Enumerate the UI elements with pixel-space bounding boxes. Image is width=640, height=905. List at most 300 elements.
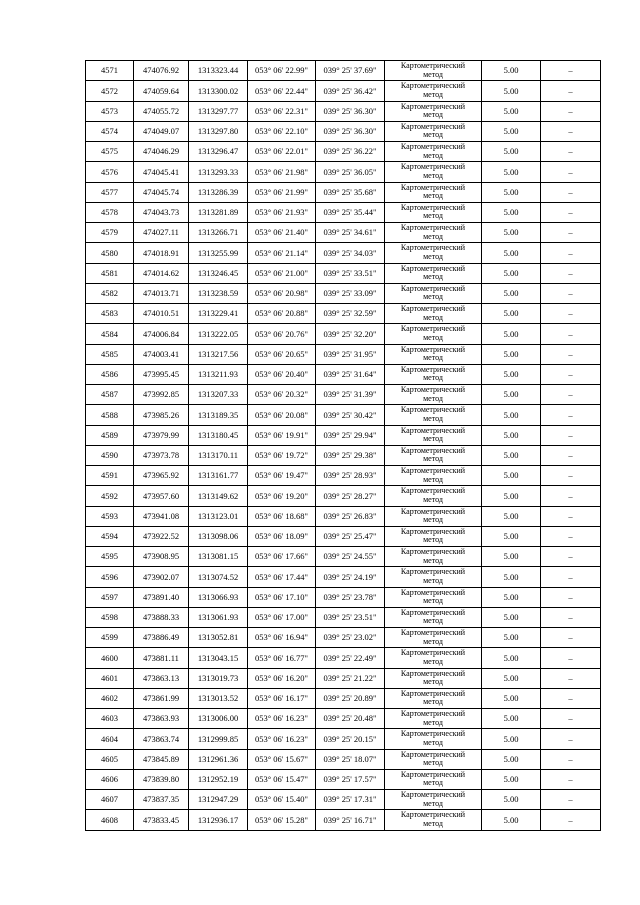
latitude-cell: 053° 06' 16.17" [248, 688, 316, 708]
latitude-cell: 053° 06' 21.00" [248, 263, 316, 283]
y-coordinate-cell: 1312999.85 [189, 729, 248, 749]
x-coordinate-cell: 474027.11 [134, 223, 189, 243]
table-row [86, 769, 601, 789]
method-label: Картометрический [400, 709, 466, 719]
y-coordinate-cell: 1313281.89 [189, 202, 248, 222]
longitude-cell: 039° 25' 35.44" [316, 202, 385, 222]
method-label: Картометрический [400, 101, 466, 111]
method-cell [385, 243, 482, 263]
x-coordinate-cell: 473861.99 [134, 688, 189, 708]
method-label: метод [423, 312, 443, 322]
y-coordinate-cell: 1313222.05 [189, 324, 248, 344]
method-label: Картометрический [400, 81, 466, 91]
y-coordinate-cell: 1313296.47 [189, 142, 248, 162]
table-row [86, 344, 601, 364]
note-cell: – [541, 324, 601, 344]
table-row [86, 142, 601, 162]
latitude-cell: 053° 06' 21.14" [248, 243, 316, 263]
point-number-cell: 4581 [86, 263, 134, 283]
method-label: Картометрический [400, 304, 466, 314]
note-cell: – [541, 344, 601, 364]
accuracy-cell: 5.00 [482, 769, 541, 789]
x-coordinate-cell: 473992.85 [134, 385, 189, 405]
point-number-cell: 4600 [86, 648, 134, 668]
accuracy-cell: 5.00 [482, 628, 541, 648]
longitude-cell: 039° 25' 29.94" [316, 425, 385, 445]
longitude-cell: 039° 25' 36.30" [316, 101, 385, 121]
accuracy-cell: 5.00 [482, 243, 541, 263]
point-number-cell: 4597 [86, 587, 134, 607]
method-cell [385, 81, 482, 101]
y-coordinate-cell: 1313123.01 [189, 506, 248, 526]
accuracy-cell: 5.00 [482, 749, 541, 769]
latitude-cell: 053° 06' 15.47" [248, 769, 316, 789]
point-number-cell: 4586 [86, 364, 134, 384]
longitude-cell: 039° 25' 16.71" [316, 810, 385, 830]
table-row [86, 486, 601, 506]
table-body [86, 61, 601, 831]
table-row [86, 668, 601, 688]
longitude-cell: 039° 25' 36.42" [316, 81, 385, 101]
point-number-cell: 4590 [86, 445, 134, 465]
y-coordinate-cell: 1313297.77 [189, 101, 248, 121]
method-label: Картометрический [400, 587, 466, 597]
latitude-cell: 053° 06' 19.47" [248, 466, 316, 486]
point-number-cell: 4575 [86, 142, 134, 162]
latitude-cell: 053° 06' 15.40" [248, 790, 316, 810]
method-cell [385, 223, 482, 243]
point-number-cell: 4592 [86, 486, 134, 506]
method-label: метод [423, 656, 443, 666]
note-cell: – [541, 182, 601, 202]
accuracy-cell: 5.00 [482, 364, 541, 384]
latitude-cell: 053° 06' 22.10" [248, 121, 316, 141]
method-cell [385, 405, 482, 425]
method-label: метод [423, 272, 443, 282]
method-label: метод [423, 292, 443, 302]
method-label: Картометрический [400, 506, 466, 516]
point-number-cell: 4601 [86, 668, 134, 688]
x-coordinate-cell: 473863.13 [134, 668, 189, 688]
method-label: метод [423, 393, 443, 403]
table-row [86, 688, 601, 708]
accuracy-cell: 5.00 [482, 283, 541, 303]
method-label: метод [423, 798, 443, 808]
method-label: метод [423, 616, 443, 626]
point-number-cell: 4571 [86, 61, 134, 81]
note-cell: – [541, 283, 601, 303]
x-coordinate-cell: 474043.73 [134, 202, 189, 222]
method-cell [385, 648, 482, 668]
point-number-cell: 4574 [86, 121, 134, 141]
accuracy-cell: 5.00 [482, 81, 541, 101]
note-cell: – [541, 628, 601, 648]
accuracy-cell: 5.00 [482, 648, 541, 668]
method-cell [385, 182, 482, 202]
x-coordinate-cell: 474014.62 [134, 263, 189, 283]
y-coordinate-cell: 1313052.81 [189, 628, 248, 648]
y-coordinate-cell: 1313266.71 [189, 223, 248, 243]
longitude-cell: 039° 25' 25.47" [316, 526, 385, 546]
longitude-cell: 039° 25' 17.31" [316, 790, 385, 810]
method-label: метод [423, 110, 443, 120]
y-coordinate-cell: 1313149.62 [189, 486, 248, 506]
x-coordinate-cell: 473888.33 [134, 607, 189, 627]
method-label: Картометрический [400, 749, 466, 759]
latitude-cell: 053° 06' 20.08" [248, 405, 316, 425]
x-coordinate-cell: 473922.52 [134, 526, 189, 546]
table-row [86, 607, 601, 627]
method-cell [385, 466, 482, 486]
table-row [86, 749, 601, 769]
y-coordinate-cell: 1313297.80 [189, 121, 248, 141]
x-coordinate-cell: 473995.45 [134, 364, 189, 384]
longitude-cell: 039° 25' 24.55" [316, 547, 385, 567]
table-row [86, 445, 601, 465]
accuracy-cell: 5.00 [482, 304, 541, 324]
table-row [86, 304, 601, 324]
latitude-cell: 053° 06' 17.66" [248, 547, 316, 567]
latitude-cell: 053° 06' 21.40" [248, 223, 316, 243]
note-cell: – [541, 607, 601, 627]
method-cell [385, 567, 482, 587]
method-label: Картометрический [400, 243, 466, 253]
longitude-cell: 039° 25' 33.09" [316, 283, 385, 303]
method-label: метод [423, 231, 443, 241]
y-coordinate-cell: 1313006.00 [189, 709, 248, 729]
y-coordinate-cell: 1313066.93 [189, 587, 248, 607]
note-cell: – [541, 243, 601, 263]
method-label: метод [423, 332, 443, 342]
point-number-cell: 4604 [86, 729, 134, 749]
method-label: Картометрический [400, 810, 466, 820]
longitude-cell: 039° 25' 31.95" [316, 344, 385, 364]
y-coordinate-cell: 1313207.33 [189, 385, 248, 405]
longitude-cell: 039° 25' 23.02" [316, 628, 385, 648]
accuracy-cell: 5.00 [482, 385, 541, 405]
point-number-cell: 4588 [86, 405, 134, 425]
accuracy-cell: 5.00 [482, 101, 541, 121]
x-coordinate-cell: 473863.93 [134, 709, 189, 729]
latitude-cell: 053° 06' 20.65" [248, 344, 316, 364]
x-coordinate-cell: 473957.60 [134, 486, 189, 506]
point-number-cell: 4578 [86, 202, 134, 222]
y-coordinate-cell: 1313300.02 [189, 81, 248, 101]
method-label: метод [423, 413, 443, 423]
latitude-cell: 053° 06' 18.68" [248, 506, 316, 526]
x-coordinate-cell: 474045.74 [134, 182, 189, 202]
x-coordinate-cell: 473902.07 [134, 567, 189, 587]
accuracy-cell: 5.00 [482, 344, 541, 364]
y-coordinate-cell: 1313323.44 [189, 61, 248, 81]
method-label: метод [423, 515, 443, 525]
note-cell: – [541, 486, 601, 506]
y-coordinate-cell: 1313180.45 [189, 425, 248, 445]
method-label: Картометрический [400, 61, 466, 71]
note-cell: – [541, 688, 601, 708]
y-coordinate-cell: 1313217.56 [189, 344, 248, 364]
table-row [86, 648, 601, 668]
method-label: Картометрический [400, 385, 466, 395]
method-label: метод [423, 758, 443, 768]
x-coordinate-cell: 474055.72 [134, 101, 189, 121]
longitude-cell: 039° 25' 26.83" [316, 506, 385, 526]
point-number-cell: 4584 [86, 324, 134, 344]
accuracy-cell: 5.00 [482, 688, 541, 708]
note-cell: – [541, 202, 601, 222]
point-number-cell: 4587 [86, 385, 134, 405]
x-coordinate-cell: 474076.92 [134, 61, 189, 81]
y-coordinate-cell: 1313043.15 [189, 648, 248, 668]
table-row [86, 385, 601, 405]
method-cell [385, 121, 482, 141]
table-row [86, 364, 601, 384]
table-row [86, 709, 601, 729]
accuracy-cell: 5.00 [482, 790, 541, 810]
method-label: Картометрический [400, 405, 466, 415]
table-row [86, 810, 601, 830]
note-cell: – [541, 61, 601, 81]
method-label: Картометрический [400, 567, 466, 577]
table-row [86, 223, 601, 243]
method-label: Картометрический [400, 223, 466, 233]
accuracy-cell: 5.00 [482, 486, 541, 506]
y-coordinate-cell: 1312947.29 [189, 790, 248, 810]
note-cell: – [541, 709, 601, 729]
latitude-cell: 053° 06' 19.91" [248, 425, 316, 445]
latitude-cell: 053° 06' 15.67" [248, 749, 316, 769]
method-label: Картометрический [400, 466, 466, 476]
method-label: метод [423, 494, 443, 504]
table-row [86, 324, 601, 344]
y-coordinate-cell: 1313246.45 [189, 263, 248, 283]
longitude-cell: 039° 25' 18.07" [316, 749, 385, 769]
note-cell: – [541, 425, 601, 445]
table-row [86, 790, 601, 810]
x-coordinate-cell: 474013.71 [134, 283, 189, 303]
longitude-cell: 039° 25' 23.78" [316, 587, 385, 607]
method-cell [385, 506, 482, 526]
method-cell [385, 668, 482, 688]
latitude-cell: 053° 06' 20.98" [248, 283, 316, 303]
method-cell [385, 445, 482, 465]
note-cell: – [541, 790, 601, 810]
method-label: метод [423, 677, 443, 687]
method-label: Картометрический [400, 162, 466, 172]
point-number-cell: 4594 [86, 526, 134, 546]
latitude-cell: 053° 06' 16.20" [248, 668, 316, 688]
accuracy-cell: 5.00 [482, 121, 541, 141]
latitude-cell: 053° 06' 20.76" [248, 324, 316, 344]
point-number-cell: 4585 [86, 344, 134, 364]
method-label: Картометрический [400, 182, 466, 192]
method-cell [385, 810, 482, 830]
point-number-cell: 4579 [86, 223, 134, 243]
point-number-cell: 4582 [86, 283, 134, 303]
table-row [86, 526, 601, 546]
accuracy-cell: 5.00 [482, 587, 541, 607]
y-coordinate-cell: 1313013.52 [189, 688, 248, 708]
y-coordinate-cell: 1313189.35 [189, 405, 248, 425]
method-label: метод [423, 697, 443, 707]
accuracy-cell: 5.00 [482, 405, 541, 425]
x-coordinate-cell: 473941.08 [134, 506, 189, 526]
method-cell [385, 324, 482, 344]
y-coordinate-cell: 1313170.11 [189, 445, 248, 465]
y-coordinate-cell: 1313255.99 [189, 243, 248, 263]
y-coordinate-cell: 1313019.73 [189, 668, 248, 688]
y-coordinate-cell: 1313211.93 [189, 364, 248, 384]
longitude-cell: 039° 25' 32.20" [316, 324, 385, 344]
method-label: метод [423, 555, 443, 565]
longitude-cell: 039° 25' 36.30" [316, 121, 385, 141]
method-label: Картометрический [400, 729, 466, 739]
table-row [86, 547, 601, 567]
method-label: Картометрический [400, 283, 466, 293]
table-row [86, 628, 601, 648]
point-number-cell: 4605 [86, 749, 134, 769]
method-cell [385, 628, 482, 648]
accuracy-cell: 5.00 [482, 61, 541, 81]
method-cell [385, 769, 482, 789]
method-label: Картометрический [400, 607, 466, 617]
y-coordinate-cell: 1313229.41 [189, 304, 248, 324]
method-label: метод [423, 191, 443, 201]
longitude-cell: 039° 25' 21.22" [316, 668, 385, 688]
method-cell [385, 304, 482, 324]
x-coordinate-cell: 474018.91 [134, 243, 189, 263]
method-cell [385, 61, 482, 81]
x-coordinate-cell: 473833.45 [134, 810, 189, 830]
note-cell: – [541, 385, 601, 405]
table-row [86, 567, 601, 587]
note-cell: – [541, 162, 601, 182]
note-cell: – [541, 364, 601, 384]
x-coordinate-cell: 474059.64 [134, 81, 189, 101]
point-number-cell: 4576 [86, 162, 134, 182]
table-row [86, 405, 601, 425]
method-cell [385, 607, 482, 627]
accuracy-cell: 5.00 [482, 466, 541, 486]
accuracy-cell: 5.00 [482, 506, 541, 526]
note-cell: – [541, 810, 601, 830]
method-label: Картометрический [400, 668, 466, 678]
method-label: Картометрический [400, 142, 466, 152]
longitude-cell: 039° 25' 33.51" [316, 263, 385, 283]
latitude-cell: 053° 06' 17.00" [248, 607, 316, 627]
latitude-cell: 053° 06' 19.20" [248, 486, 316, 506]
accuracy-cell: 5.00 [482, 445, 541, 465]
longitude-cell: 039° 25' 37.69" [316, 61, 385, 81]
latitude-cell: 053° 06' 20.88" [248, 304, 316, 324]
longitude-cell: 039° 25' 34.03" [316, 243, 385, 263]
table-row [86, 182, 601, 202]
note-cell: – [541, 101, 601, 121]
method-label: метод [423, 575, 443, 585]
point-number-cell: 4595 [86, 547, 134, 567]
accuracy-cell: 5.00 [482, 729, 541, 749]
method-cell [385, 263, 482, 283]
method-cell [385, 364, 482, 384]
point-number-cell: 4593 [86, 506, 134, 526]
method-label: Картометрический [400, 769, 466, 779]
note-cell: – [541, 769, 601, 789]
accuracy-cell: 5.00 [482, 668, 541, 688]
note-cell: – [541, 466, 601, 486]
x-coordinate-cell: 473908.95 [134, 547, 189, 567]
accuracy-cell: 5.00 [482, 223, 541, 243]
point-number-cell: 4608 [86, 810, 134, 830]
method-label: Картометрический [400, 364, 466, 374]
method-label: метод [423, 778, 443, 788]
latitude-cell: 053° 06' 20.40" [248, 364, 316, 384]
method-cell [385, 709, 482, 729]
table-row [86, 466, 601, 486]
latitude-cell: 053° 06' 15.28" [248, 810, 316, 830]
note-cell: – [541, 142, 601, 162]
longitude-cell: 039° 25' 31.64" [316, 364, 385, 384]
method-cell [385, 486, 482, 506]
method-label: Картометрический [400, 486, 466, 496]
y-coordinate-cell: 1313238.59 [189, 283, 248, 303]
latitude-cell: 053° 06' 16.77" [248, 648, 316, 668]
x-coordinate-cell: 473881.11 [134, 648, 189, 668]
longitude-cell: 039° 25' 30.42" [316, 405, 385, 425]
y-coordinate-cell: 1313098.06 [189, 526, 248, 546]
method-label: Картометрический [400, 202, 466, 212]
latitude-cell: 053° 06' 18.09" [248, 526, 316, 546]
x-coordinate-cell: 473839.80 [134, 769, 189, 789]
table-row [86, 263, 601, 283]
table-row [86, 121, 601, 141]
latitude-cell: 053° 06' 22.01" [248, 142, 316, 162]
accuracy-cell: 5.00 [482, 425, 541, 445]
method-cell [385, 283, 482, 303]
table-row [86, 283, 601, 303]
x-coordinate-cell: 473837.35 [134, 790, 189, 810]
x-coordinate-cell: 474010.51 [134, 304, 189, 324]
method-cell [385, 526, 482, 546]
longitude-cell: 039° 25' 24.19" [316, 567, 385, 587]
method-label: метод [423, 596, 443, 606]
method-label: метод [423, 170, 443, 180]
point-number-cell: 4589 [86, 425, 134, 445]
method-cell [385, 688, 482, 708]
x-coordinate-cell: 473891.40 [134, 587, 189, 607]
note-cell: – [541, 81, 601, 101]
note-cell: – [541, 729, 601, 749]
method-cell [385, 547, 482, 567]
method-label: метод [423, 353, 443, 363]
x-coordinate-cell: 473845.89 [134, 749, 189, 769]
table-row [86, 202, 601, 222]
x-coordinate-cell: 474049.07 [134, 121, 189, 141]
method-label: Картометрический [400, 263, 466, 273]
method-label: метод [423, 373, 443, 383]
longitude-cell: 039° 25' 34.61" [316, 223, 385, 243]
longitude-cell: 039° 25' 20.89" [316, 688, 385, 708]
x-coordinate-cell: 473979.99 [134, 425, 189, 445]
note-cell: – [541, 263, 601, 283]
table-row [86, 162, 601, 182]
y-coordinate-cell: 1312936.17 [189, 810, 248, 830]
method-label: метод [423, 89, 443, 99]
note-cell: – [541, 405, 601, 425]
accuracy-cell: 5.00 [482, 567, 541, 587]
note-cell: – [541, 121, 601, 141]
method-label: Картометрический [400, 425, 466, 435]
method-cell [385, 729, 482, 749]
